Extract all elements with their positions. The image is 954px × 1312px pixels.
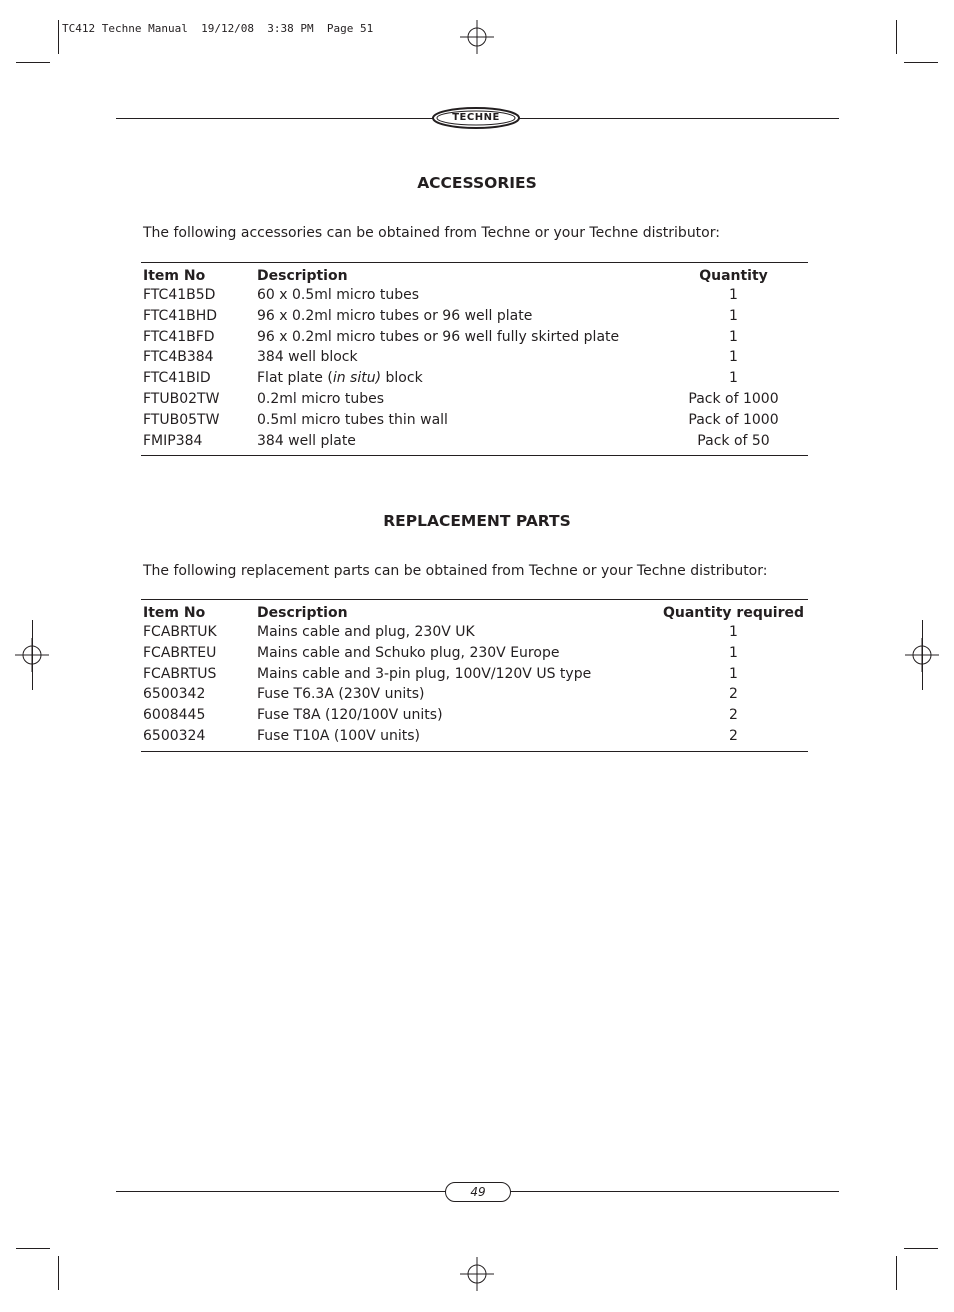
accessories-intro: The following accessories can be obtained from Techne or your Techne distributor: [143,225,720,241]
table-row [141,726,808,751]
description: 0.5ml micro tubes thin wall [257,411,448,428]
crop-mark-bottom-left-h [16,1248,50,1249]
quantity: 1 [729,665,738,682]
crop-mark-top-left-h [16,62,50,63]
crop-mark-bottom-right-h [904,1248,938,1249]
quantity: 1 [729,307,738,324]
logo-text: TECHNE [452,112,500,123]
quantity: Pack of 1000 [688,390,779,407]
crop-mark-top-right-v [896,20,897,54]
description [255,368,659,389]
item-no: FTC41BHD [143,307,218,324]
registration-mark-top-icon [460,20,494,54]
description: 60 x 0.5ml micro tubes [257,287,420,303]
replacement-parts-intro: The following replacement parts can be obtained from Techne or your Techne distributor: [143,563,768,579]
table-row [141,347,808,368]
item-no: FTC41B5D [143,287,216,303]
accessories-table [141,262,808,456]
table-row [141,684,808,705]
table-header-row [141,263,808,286]
table-row [141,643,808,664]
item-no: FCABRTUK [143,624,217,640]
description-suffix: block [381,370,423,387]
item-no: FTC4B384 [143,349,214,366]
description: Fuse T8A (120/100V units) [257,707,443,724]
table-header-row [141,600,808,623]
quantity: 2 [729,727,738,744]
item-no: FMIP384 [143,432,203,449]
description: Fuse T6.3A (230V units) [257,686,425,703]
description-italic: in situ) [332,370,382,387]
description: 96 x 0.2ml micro tubes or 96 well plate [257,307,533,324]
registration-line-left [32,620,33,690]
item-no: FTUB02TW [143,390,220,407]
crop-mark-top-left-v [58,20,59,54]
quantity: 1 [729,370,738,387]
item-no: 6500324 [143,727,206,744]
item-no: FCABRTEU [143,644,217,661]
column-header-item-no: Item No [143,268,206,284]
column-header-quantity: Quantity [699,268,768,284]
description: 384 well block [257,349,358,366]
printer-slug: TC412 Techne Manual 19/12/08 3:38 PM Page 51 [62,22,374,35]
registration-line-right [922,620,923,690]
item-no: FTC41BFD [143,328,215,345]
table-row [141,410,808,431]
description: Mains cable and 3-pin plug, 100V/120V US type [257,665,592,682]
description: Fuse T10A (100V units) [257,727,421,744]
quantity: Pack of 1000 [688,411,779,428]
crop-mark-top-right-h [904,62,938,63]
table-row [141,622,808,643]
quantity: 1 [729,349,738,366]
quantity: 1 [729,624,738,640]
page-number: 49 [445,1182,511,1202]
quantity: 2 [729,686,738,703]
table-row [141,664,808,685]
quantity: 1 [729,287,738,303]
column-header-item-no: Item No [143,605,206,621]
column-header-description: Description [257,605,348,621]
crop-mark-bottom-right-v [896,1256,897,1290]
item-no: FTUB05TW [143,411,220,428]
table-row [141,306,808,327]
description-prefix: Flat plate ( [257,370,333,387]
table-row [141,389,808,410]
item-no: FCABRTUS [143,665,217,682]
table-row [141,431,808,456]
description: Mains cable and Schuko plug, 230V Europe [257,644,560,661]
quantity: 2 [729,707,738,724]
techne-logo [432,107,520,129]
table-row [141,285,808,306]
quantity: 1 [729,644,738,661]
column-header-quantity-required: Quantity required [662,605,805,621]
table-row [141,705,808,726]
accessories-title: ACCESSORIES [417,174,537,192]
description: 0.2ml micro tubes [257,390,385,407]
quantity: 1 [729,328,738,345]
replacement-parts-title: REPLACEMENT PARTS [383,512,571,530]
crop-mark-bottom-left-v [58,1256,59,1290]
quantity: Pack of 50 [697,432,770,449]
description: 384 well plate [257,432,356,449]
item-no: 6500342 [143,686,206,703]
registration-mark-bottom-icon [460,1257,494,1291]
column-header-description: Description [257,268,348,284]
replacement-parts-table [141,599,808,752]
description: Mains cable and plug, 230V UK [257,624,475,640]
item-no: 6008445 [143,707,206,724]
item-no: FTC41BID [143,370,211,387]
table-row [141,327,808,348]
table-row [141,368,808,389]
description: 96 x 0.2ml micro tubes or 96 well fully skirted plate [257,328,620,345]
